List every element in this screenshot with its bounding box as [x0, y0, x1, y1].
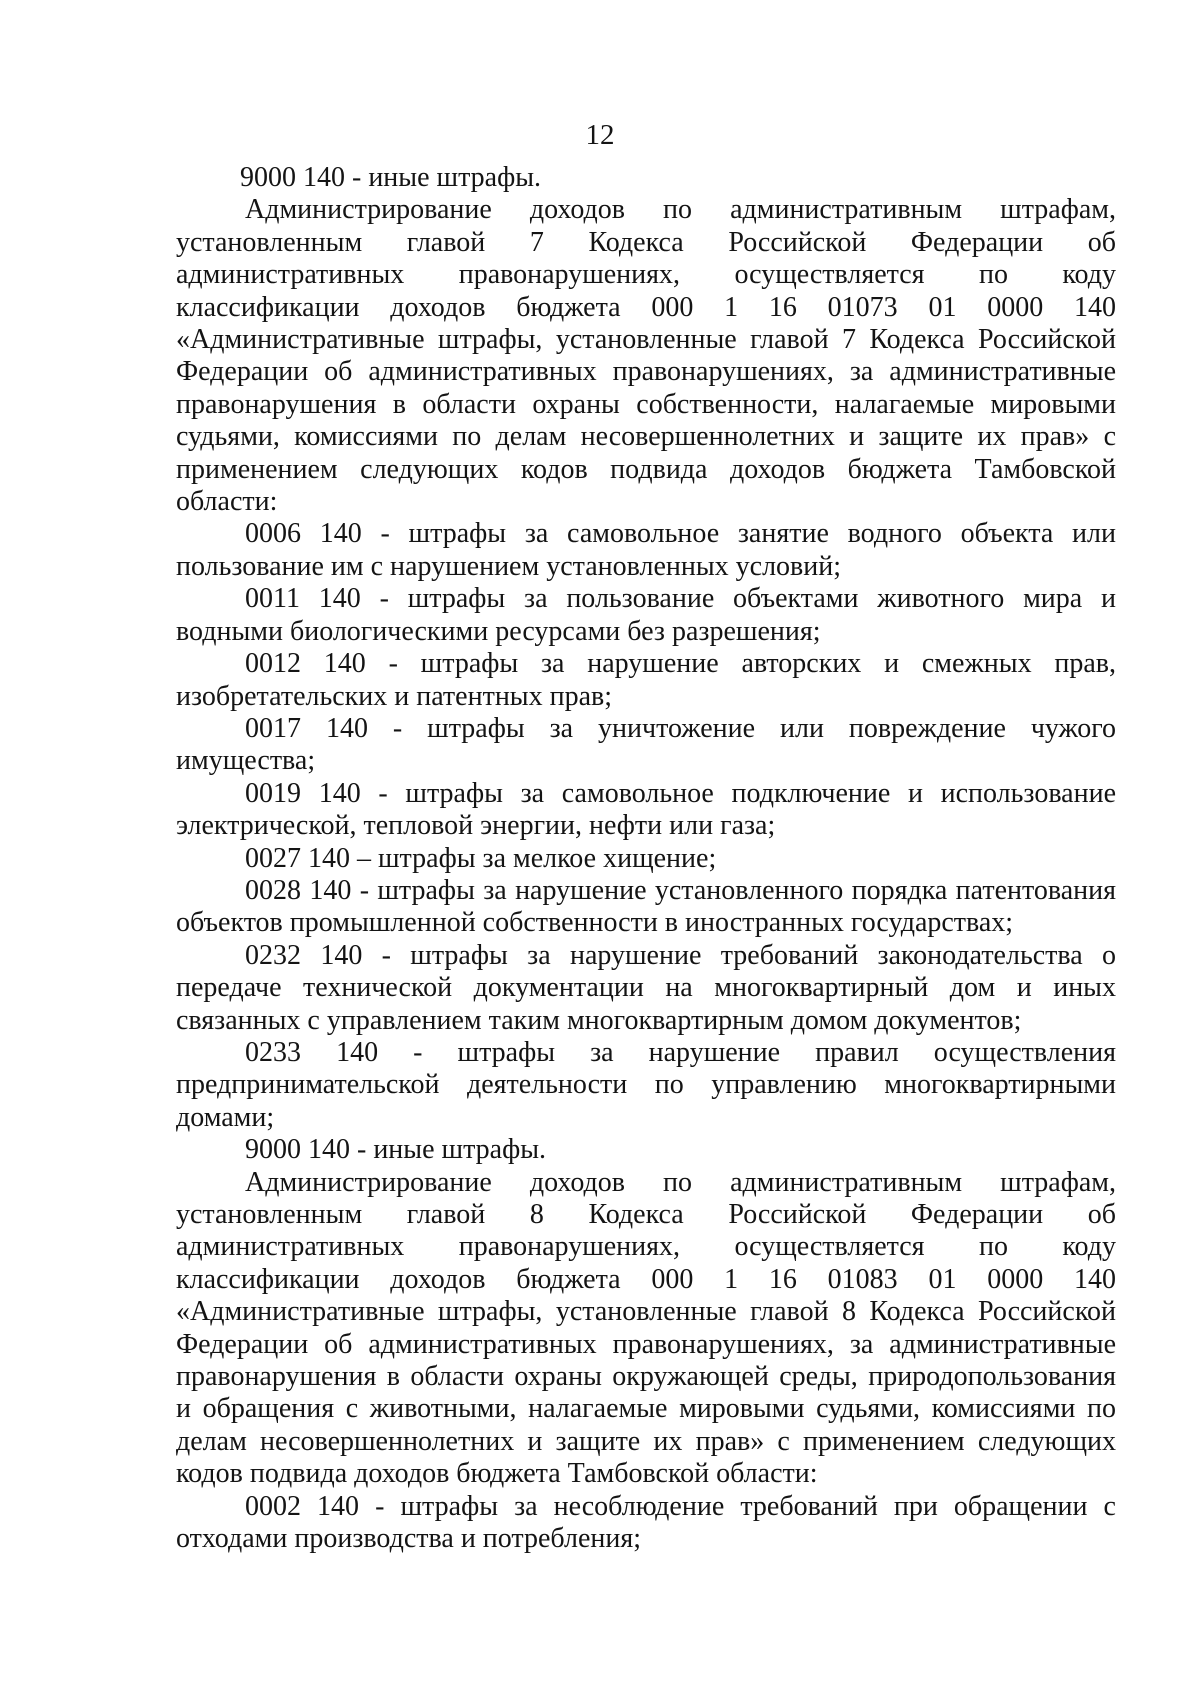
paragraph: 0232 140 - штрафы за нарушение требований законодательства о передаче технической документации на многоквартирный дом и иных связанных с управлением таким многоквартирным домом документов;	[176, 939, 1116, 1036]
paragraph: 0012 140 - штрафы за нарушение авторских и смежных прав, изобретательских и патентных прав;	[176, 648, 1116, 712]
paragraph: Администрирование доходов по административным штрафам, установленным главой 7 Кодекса Российской Федерации об административных правонарушениях, осуществляется по коду классификации доходов бюджета 000 1 16 01073 01 0000 140 «Административные штрафы, установленные главой 7 Кодекса Российской Федерации об административных правонарушениях, за административные правонарушения в области охраны собственности, налагаемые мировыми судьями, комиссиями по делам несовершеннолетних и защите их прав» с применением следующих кодов подвида доходов бюджета Тамбовской области:	[176, 194, 1116, 518]
paragraph: 9000 140 - иные штрафы.	[240, 162, 542, 193]
document-body	[176, 162, 1116, 1555]
paragraph: 0027 140 – штрафы за мелкое хищение;	[245, 842, 717, 874]
paragraph: 0019 140 - штрафы за самовольное подключение и использование электрической, тепловой энергии, нефти или газа;	[176, 777, 1116, 842]
paragraph: 0002 140 - штрафы за несоблюдение требований при обращении с отходами производства и потребления;	[176, 1490, 1116, 1555]
paragraph: 9000 140 - иные штрафы.	[245, 1134, 547, 1166]
paragraph: 0028 140 - штрафы за нарушение установленного порядка патентования объектов промышленной собственности в иностранных государствах;	[176, 874, 1116, 939]
paragraph: 0011 140 - штрафы за пользование объектами животного мира и водными биологическими ресурсами без разрешения;	[176, 583, 1116, 647]
paragraph: 0017 140 - штрафы за уничтожение или повреждение чужого имущества;	[176, 712, 1116, 777]
paragraph: 0233 140 - штрафы за нарушение правил осуществления предпринимательской деятельности по управлению многоквартирными домами;	[176, 1036, 1116, 1133]
paragraph: Администрирование доходов по административным штрафам, установленным главой 8 Кодекса Российской Федерации об административных правонарушениях, осуществляется по коду классификации доходов бюджета 000 1 16 01083 01 0000 140 «Административные штрафы, установленные главой 8 Кодекса Российской Федерации об административных правонарушениях, за административные правонарушения в области охраны окружающей среды, природопользования и обращения с животными, налагаемые мировыми судьями, комиссиями по делам несовершеннолетних и защите их прав» с применением следующих кодов подвида доходов бюджета Тамбовской области:	[176, 1166, 1116, 1490]
paragraph: 0006 140 - штрафы за самовольное занятие водного объекта или пользование им с нарушением установленных условий;	[176, 518, 1116, 582]
page-number: 12	[585, 119, 615, 151]
